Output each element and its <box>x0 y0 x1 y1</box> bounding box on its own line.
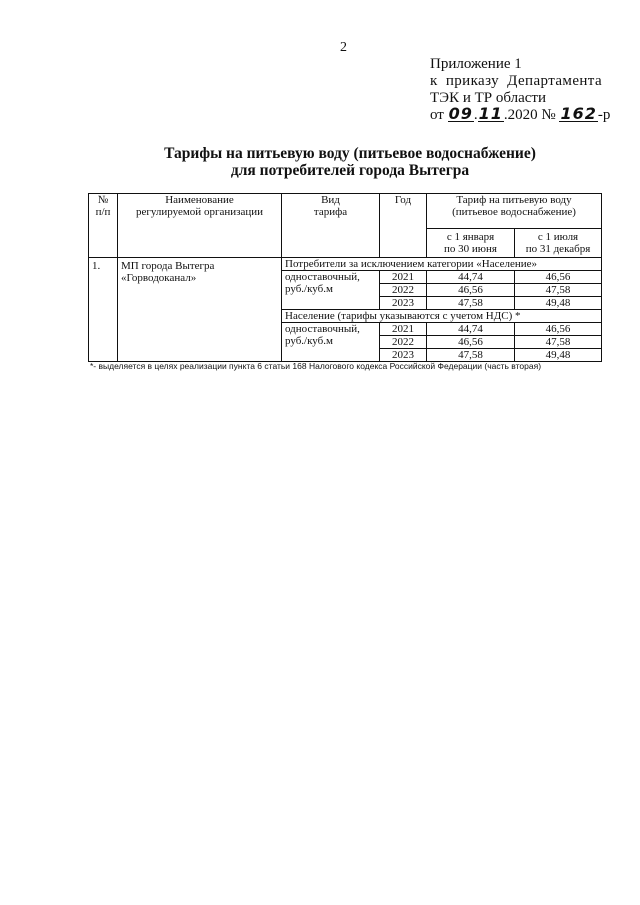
tariff-value: 47,58 <box>515 336 602 349</box>
tariff-table <box>88 193 602 362</box>
tariff-kind-text: одноставочный, руб./куб.м <box>285 271 360 295</box>
year-cell: 2021 <box>380 323 427 336</box>
header-year-text: Год <box>394 194 412 206</box>
header-kind <box>282 194 380 258</box>
date-day: 09 <box>448 104 473 123</box>
organization-name <box>118 258 282 362</box>
organization-name-text: МП города Вытегра «Горводоканал» <box>121 260 215 284</box>
header-period-1-text: с 1 января по 30 июня <box>444 231 497 255</box>
category-row: Население (тарифы указываются с учетом НДС) * <box>282 310 602 323</box>
date-prefix: от <box>430 107 444 123</box>
tariff-value: 47,58 <box>427 297 515 310</box>
order-suffix: -р <box>597 107 611 123</box>
header-year <box>380 194 427 258</box>
date-separator: . <box>473 107 478 123</box>
annex-date-line <box>430 104 611 124</box>
year-cell: 2023 <box>380 349 427 362</box>
header-num-text: № п/п <box>95 194 111 218</box>
tariff-value: 47,58 <box>427 349 515 362</box>
header-tariff <box>427 194 602 229</box>
footnote: *- выделяется в целях реализации пункта 6 статьи 168 Налогового кодекса Российской Федерации (часть вторая) <box>90 361 542 371</box>
tariff-value: 44,74 <box>427 271 515 284</box>
header-period-2 <box>515 229 602 258</box>
header-org <box>118 194 282 258</box>
tariff-value: 47,58 <box>515 284 602 297</box>
row-number: 1. <box>89 258 118 362</box>
year-cell: 2021 <box>380 271 427 284</box>
tariff-value: 49,48 <box>515 349 602 362</box>
year-cell: 2023 <box>380 297 427 310</box>
annex-line-3: ТЭК и ТР области <box>430 90 546 106</box>
header-tariff-text: Тариф на питьевую воду (питьевое водоснабжение) <box>452 194 576 218</box>
title-line-1: Тарифы на питьевую воду (питьевое водоснабжение) <box>164 145 536 162</box>
header-kind-text: Вид тарифа <box>313 194 348 218</box>
annex-line-1: Приложение 1 <box>430 56 522 72</box>
tariff-kind <box>282 271 380 310</box>
annex-line-2: к приказу Департамента <box>430 73 603 89</box>
header-num <box>89 194 118 258</box>
tariff-value: 46,56 <box>427 336 515 349</box>
header-period-1 <box>427 229 515 258</box>
tariff-value: 44,74 <box>427 323 515 336</box>
header-org-text: Наименование регулируемой организации <box>135 194 264 218</box>
document-title <box>0 145 640 179</box>
year-cell: 2022 <box>380 284 427 297</box>
title-line-2: для потребителей города Вытегра <box>230 162 470 179</box>
year-cell: 2022 <box>380 336 427 349</box>
page-number: 2 <box>340 40 347 55</box>
tariff-value: 49,48 <box>515 297 602 310</box>
date-month: 11 <box>478 104 503 123</box>
header-period-2-text: с 1 июля по 31 декабря <box>525 231 591 255</box>
annex-block <box>430 56 610 124</box>
tariff-kind-text: одноставочный, руб./куб.м <box>285 323 360 347</box>
date-year: .2020 № <box>503 107 556 123</box>
tariff-value: 46,56 <box>515 323 602 336</box>
tariff-value: 46,56 <box>515 271 602 284</box>
tariff-value: 46,56 <box>427 284 515 297</box>
category-row: Потребители за исключением категории «Население» <box>282 258 602 271</box>
tariff-kind <box>282 323 380 362</box>
order-number: 162 <box>560 104 597 123</box>
